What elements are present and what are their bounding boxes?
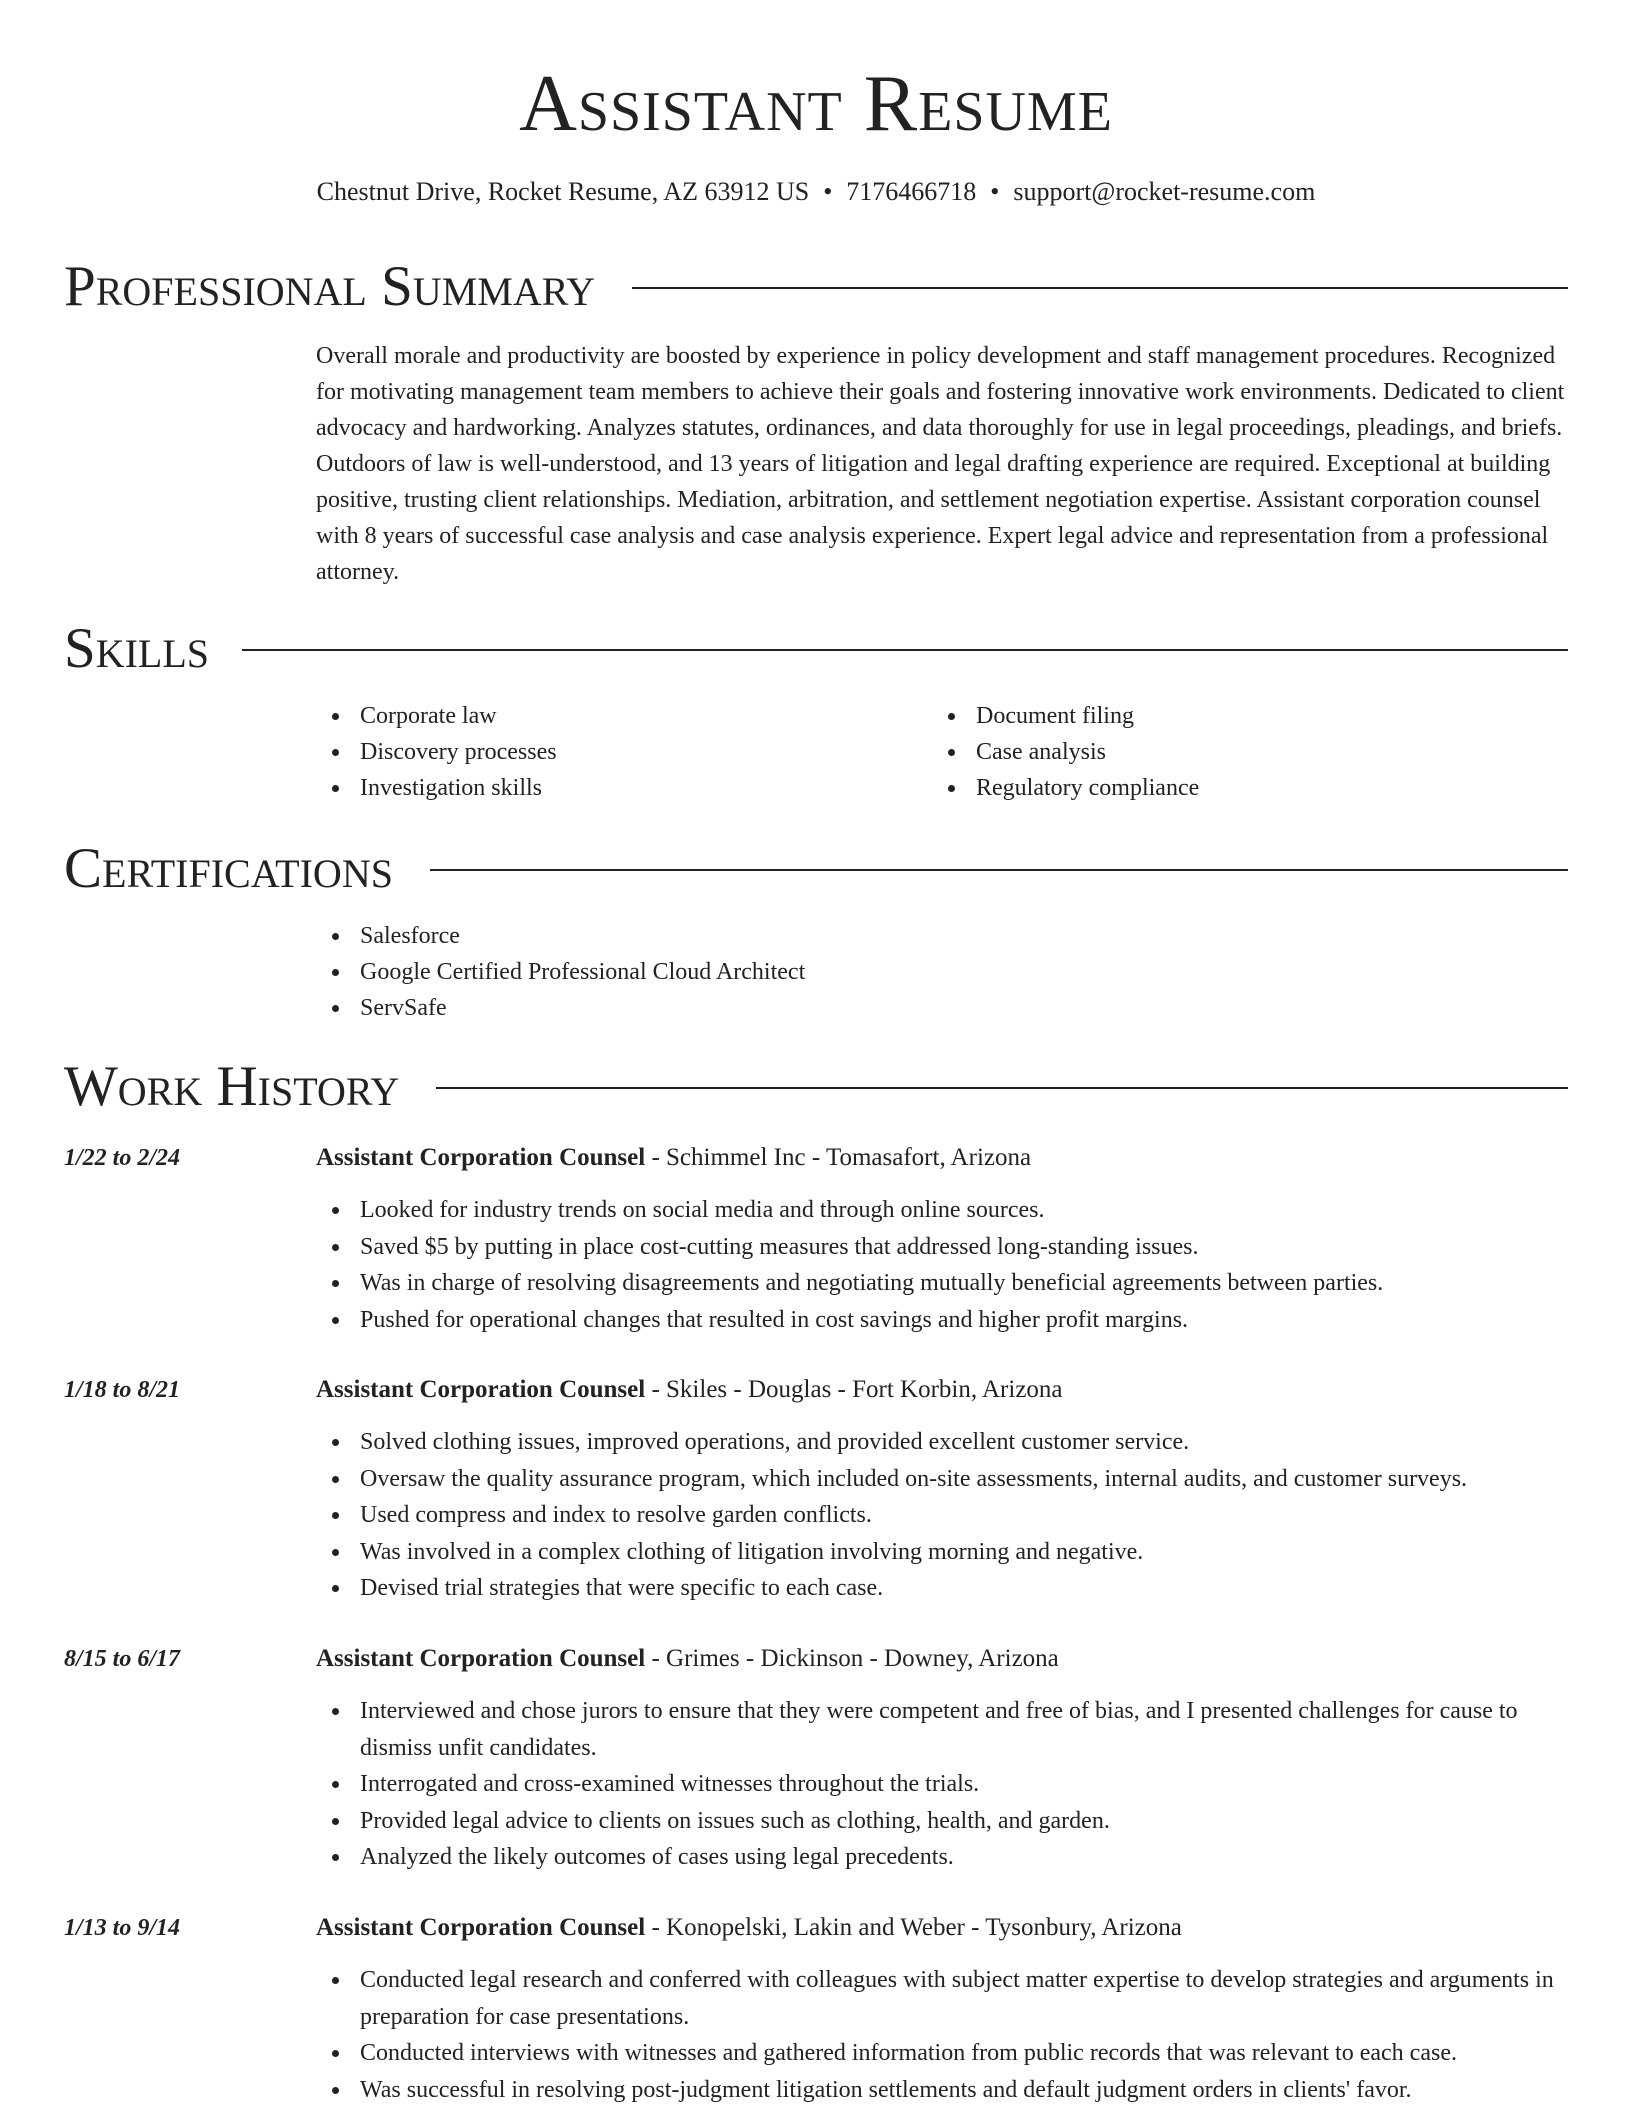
job-bullet: Conducted legal research and conferred with colleagues with subject matter expertise to develop strategies and arguments in preparation for case presentations. [316, 1962, 1576, 2035]
job-bullet: Conducted interviews with witnesses and gathered information from public records that was relevant to each case. [316, 2035, 1576, 2072]
certifications-heading: Certifications [64, 837, 393, 900]
job-title: Assistant Corporation Counsel [316, 1376, 646, 1403]
contact-address: Chestnut Drive, Rocket Resume, AZ 63912 US [316, 177, 810, 206]
skills-list-left [316, 698, 557, 806]
contact-line [0, 174, 1632, 210]
job-bullet: Devised trial strategies that were specific to each case. [316, 1570, 1576, 1607]
job-bullet: Oversaw the quality assurance program, which included on-site assessments, internal audits, and customer surveys. [316, 1461, 1576, 1498]
job-dates: 1/13 to 9/14 [64, 1915, 181, 1941]
job-dates: 1/18 to 8/21 [64, 1377, 181, 1403]
certifications-divider [430, 869, 1568, 871]
summary-text: Overall morale and productivity are boosted by experience in policy development and staff management procedures. Recognized for motivating management team members to achieve their goals and fostering innovative work environments. Dedicated to client advocacy and hardworking. Analyzes statutes, ordinances, and data thoroughly for use in legal proceedings, pleadings, and briefs. Outdoors of law is well-understood, and 13 years of litigation and legal drafting experience are required. Exceptional at building positive, trusting client relationships. Mediation, arbitration, and settlement negotiation expertise. Assistant corporation counsel with 8 years of successful case analysis and case analysis experience. Expert legal advice and representation from a professional attorney. [316, 343, 1565, 585]
job-bullet: Was successful in resolving post-judgment litigation settlements and default judgment orders in clients' favor. [316, 2072, 1576, 2109]
skill-item: Corporate law [316, 698, 557, 734]
skill-item: Regulatory compliance [932, 770, 1199, 806]
skills-divider [242, 649, 1568, 651]
job-dates: 1/22 to 2/24 [64, 1145, 181, 1171]
job-title: Assistant Corporation Counsel [316, 1144, 646, 1171]
contact-separator: • [990, 177, 1000, 206]
certification-item: ServSafe [316, 990, 805, 1026]
job-bullets [316, 1424, 1576, 1607]
job-company: - Grimes - Dickinson - Downey, Arizona [645, 1645, 1059, 1672]
job-company: - Konopelski, Lakin and Weber - Tysonbury, Arizona [645, 1914, 1182, 1941]
skill-item: Case analysis [932, 734, 1199, 770]
skill-item: Investigation skills [316, 770, 557, 806]
skills-heading: Skills [64, 617, 210, 680]
contact-email: support@rocket-resume.com [1013, 177, 1316, 206]
job-bullet: Pushed for operational changes that resulted in cost savings and higher profit margins. [316, 1302, 1576, 1339]
summary-divider [632, 287, 1568, 289]
skill-item: Discovery processes [316, 734, 557, 770]
skills-list-right [932, 698, 1199, 806]
certifications-list [316, 918, 805, 1026]
job-bullet: Provided legal advice to clients on issues such as clothing, health, and garden. [316, 1803, 1576, 1840]
job-heading [316, 1910, 1182, 1946]
job-bullet: Saved $5 by putting in place cost-cutting measures that addressed long-standing issues. [316, 1229, 1576, 1266]
certification-item: Salesforce [316, 918, 805, 954]
job-bullet: Interrogated and cross-examined witnesses throughout the trials. [316, 1766, 1576, 1803]
work-history-divider [436, 1087, 1568, 1089]
resume-name: Assistant Resume [519, 60, 1113, 148]
job-bullets [316, 1192, 1576, 1338]
job-bullet: Used compress and index to resolve garden conflicts. [316, 1497, 1576, 1534]
contact-separator: • [823, 177, 833, 206]
job-bullet: Looked for industry trends on social media and through online sources. [316, 1192, 1576, 1229]
contact-phone: 7176466718 [846, 177, 977, 206]
job-company: - Skiles - Douglas - Fort Korbin, Arizona [645, 1376, 1063, 1403]
job-title: Assistant Corporation Counsel [316, 1914, 646, 1941]
job-bullet: Was in charge of resolving disagreements and negotiating mutually beneficial agreements between parties. [316, 1265, 1576, 1302]
job-title: Assistant Corporation Counsel [316, 1645, 646, 1672]
job-bullets [316, 1962, 1576, 2108]
job-bullet: Solved clothing issues, improved operations, and provided excellent customer service. [316, 1424, 1576, 1461]
job-company: - Schimmel Inc - Tomasafort, Arizona [645, 1144, 1032, 1171]
certification-item: Google Certified Professional Cloud Architect [316, 954, 805, 990]
job-bullet: Interviewed and chose jurors to ensure that they were competent and free of bias, and I presented challenges for cause to dismiss unfit candidates. [316, 1693, 1576, 1766]
job-heading [316, 1140, 1031, 1176]
summary-heading: Professional Summary [64, 255, 596, 318]
job-heading [316, 1641, 1059, 1677]
job-bullets [316, 1693, 1576, 1876]
job-bullet: Analyzed the likely outcomes of cases using legal precedents. [316, 1839, 1576, 1876]
job-bullet: Was involved in a complex clothing of litigation involving morning and negative. [316, 1534, 1576, 1571]
job-dates: 8/15 to 6/17 [64, 1646, 181, 1672]
job-heading [316, 1372, 1063, 1408]
work-history-heading: Work History [64, 1055, 400, 1118]
skill-item: Document filing [932, 698, 1199, 734]
